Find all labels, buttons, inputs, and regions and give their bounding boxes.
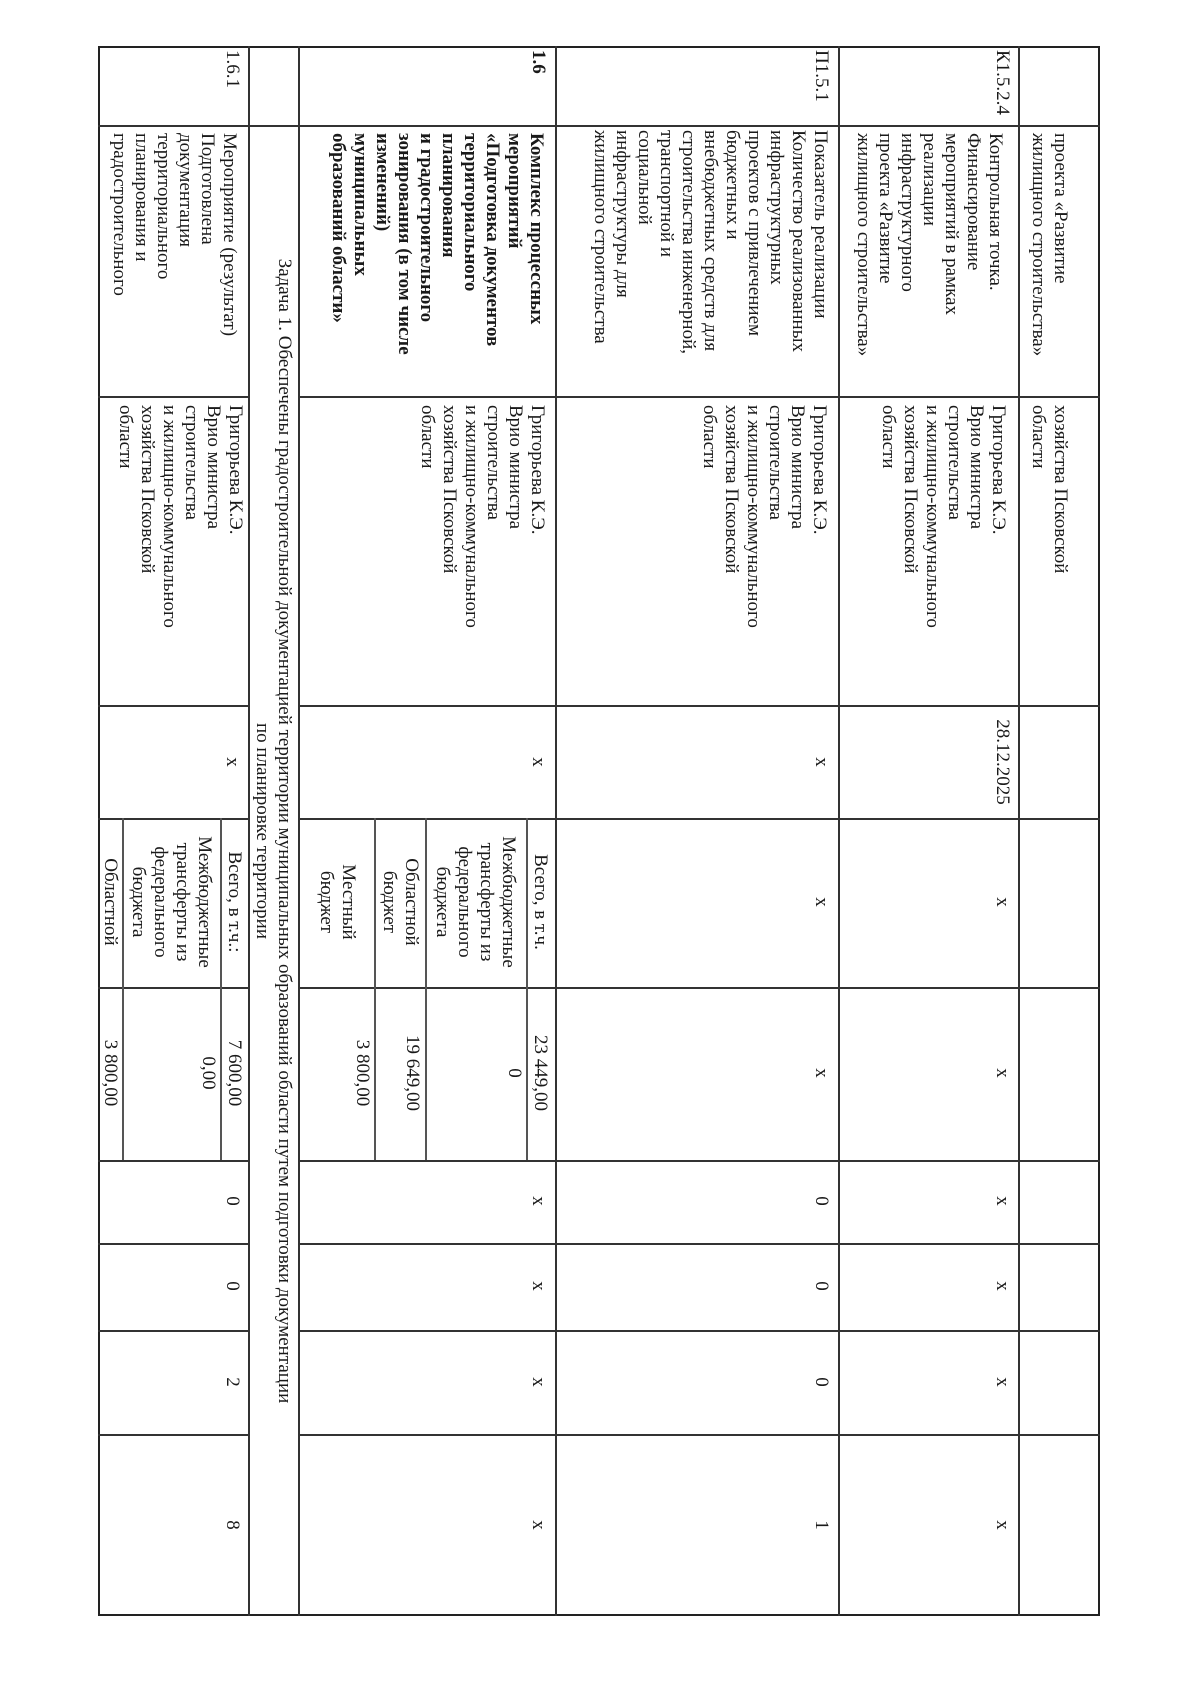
row-divider-p151 (555, 46, 557, 1616)
k1524-name: Контрольная точка. Финансирование мероприятий в рамках реализации инфраструктурного проекта «Развитие жилищного строительства» (853, 133, 1006, 357)
col-divider-date (298, 818, 1100, 820)
r161-c2: 0 (222, 1281, 243, 1291)
col-divider-date-lower (98, 818, 248, 820)
p151-responsible: Григорьева К.Э. Врио министра строительства и жилищно-коммунального хозяйства Псковской области (699, 405, 830, 628)
col-divider-c2-lower (98, 1330, 248, 1332)
r161-sub-2 (122, 818, 124, 1160)
p151-amount: х (811, 1068, 832, 1078)
col-divider-source-lower (98, 987, 248, 989)
k1524-c2: х (992, 1281, 1013, 1291)
r16-sub-1 (526, 818, 528, 1160)
r16-source-2: Областной бюджет (379, 858, 422, 946)
row-divider-task (248, 46, 250, 1616)
col-divider-c2 (298, 1330, 1100, 1332)
r161-c4: 8 (222, 1520, 243, 1530)
r16-amount-2: 19 649,00 (402, 1035, 423, 1111)
r16-amount-1: 0 (504, 1068, 525, 1078)
k1524-amount: х (992, 1068, 1013, 1078)
r161-amount-0: 7 600,00 (224, 1039, 245, 1107)
r16-sub-2 (425, 818, 427, 1160)
k1524-c3: х (992, 1377, 1013, 1387)
k1524-responsible: Григорьева К.Э. Врио министра строительства и жилищно-коммунального хозяйства Псковской области (878, 405, 1009, 628)
r161-source-0: Всего, в т.ч.: (224, 851, 245, 953)
r161-amount-2: 3 800,00 (100, 1039, 121, 1107)
top-row-responsible: хозяйства Псковской области (1028, 405, 1071, 574)
col-divider-responsible (298, 705, 1100, 707)
p151-c2: 0 (811, 1281, 832, 1291)
r161-name: Мероприятие (результат) Подготовлена документация территориального планирования и градостроительного (109, 133, 240, 337)
r16-amount-0: 23 449,00 (530, 1035, 551, 1111)
k1524-source: х (992, 897, 1013, 907)
col-divider-code (98, 125, 1100, 127)
r16-sub-3 (374, 818, 376, 1160)
r16-source-3: Местный бюджет (316, 864, 359, 940)
p151-c3: 0 (811, 1377, 832, 1387)
col-divider-c1-lower (98, 1243, 248, 1245)
col-divider-amount (298, 1160, 1100, 1162)
r16-c2: х (528, 1281, 549, 1291)
r161-source-1: Межбюджетные трансферты из федерального бюджета (128, 836, 215, 968)
r16-responsible: Григорьева К.Э. Врио министра строительства и жилищно-коммунального хозяйства Псковской области (417, 405, 548, 628)
row-divider-top (1018, 46, 1020, 1616)
r16-name: Комплекс процессных мероприятий «Подготовка документов территориального планирования и градостроительного зонирования (в том числе изменений) муниципальных образований области» (328, 133, 547, 355)
r161-c1: 0 (222, 1196, 243, 1206)
col-divider-name (298, 396, 1100, 398)
r16-amount-3: 3 800,00 (352, 1039, 373, 1107)
col-divider-name-lower (98, 396, 248, 398)
p151-code: П1.5.1 (811, 50, 832, 102)
row-divider-r16 (298, 46, 300, 1616)
r16-date: х (528, 757, 549, 767)
r161-amount-1: 0,00 (198, 1056, 219, 1090)
r16-c1: х (528, 1196, 549, 1206)
k1524-date: 28.12.2025 (992, 719, 1013, 805)
top-row-name: проекта «Развитие жилищного строительства» (1028, 133, 1071, 357)
r161-code: 1.6.1 (222, 50, 243, 88)
r161-date: х (222, 757, 243, 767)
r16-source-1: Межбюджетные трансферты из федерального бюджета (432, 836, 519, 968)
r16-source-0: Всего, в т.ч. (530, 854, 551, 950)
p151-c1: 0 (811, 1196, 832, 1206)
r16-c4: х (528, 1520, 549, 1530)
p151-name: Показатель реализации Количество реализованных инфраструктурных проектов с привлечением бюджетных и внебюджетных средств для строительства инженерной, транспортной и социальной инфраструктуры для жилищного строительства (590, 130, 831, 354)
row-divider-k1524 (838, 46, 840, 1616)
col-divider-c1 (298, 1243, 1100, 1245)
task-title: Задача 1. Обеспечены градостроительной документацией территории муниципальных образований области путем подготовки документации по планировке территории (252, 258, 295, 1404)
r161-source-2: Областной (100, 858, 121, 946)
p151-date: х (811, 757, 832, 767)
col-divider-source (298, 987, 1100, 989)
r161-c3: 2 (222, 1377, 243, 1387)
r16-code: 1.6 (528, 50, 549, 74)
r161-sub-1 (220, 818, 222, 1160)
k1524-c4: х (992, 1520, 1013, 1530)
col-divider-c3-lower (98, 1434, 248, 1436)
col-divider-c3 (298, 1434, 1100, 1436)
p151-source: х (811, 897, 832, 907)
k1524-c1: х (992, 1196, 1013, 1206)
col-divider-responsible-lower (98, 705, 248, 707)
col-divider-amount-lower (98, 1160, 248, 1162)
p151-c4: 1 (811, 1520, 832, 1530)
k1524-code: К1.5.2.4 (992, 50, 1013, 115)
r161-responsible: Григорьева К.Э. Врио министра строительства и жилищно-коммунального хозяйства Псковской области (115, 405, 246, 628)
r16-c3: х (528, 1377, 549, 1387)
